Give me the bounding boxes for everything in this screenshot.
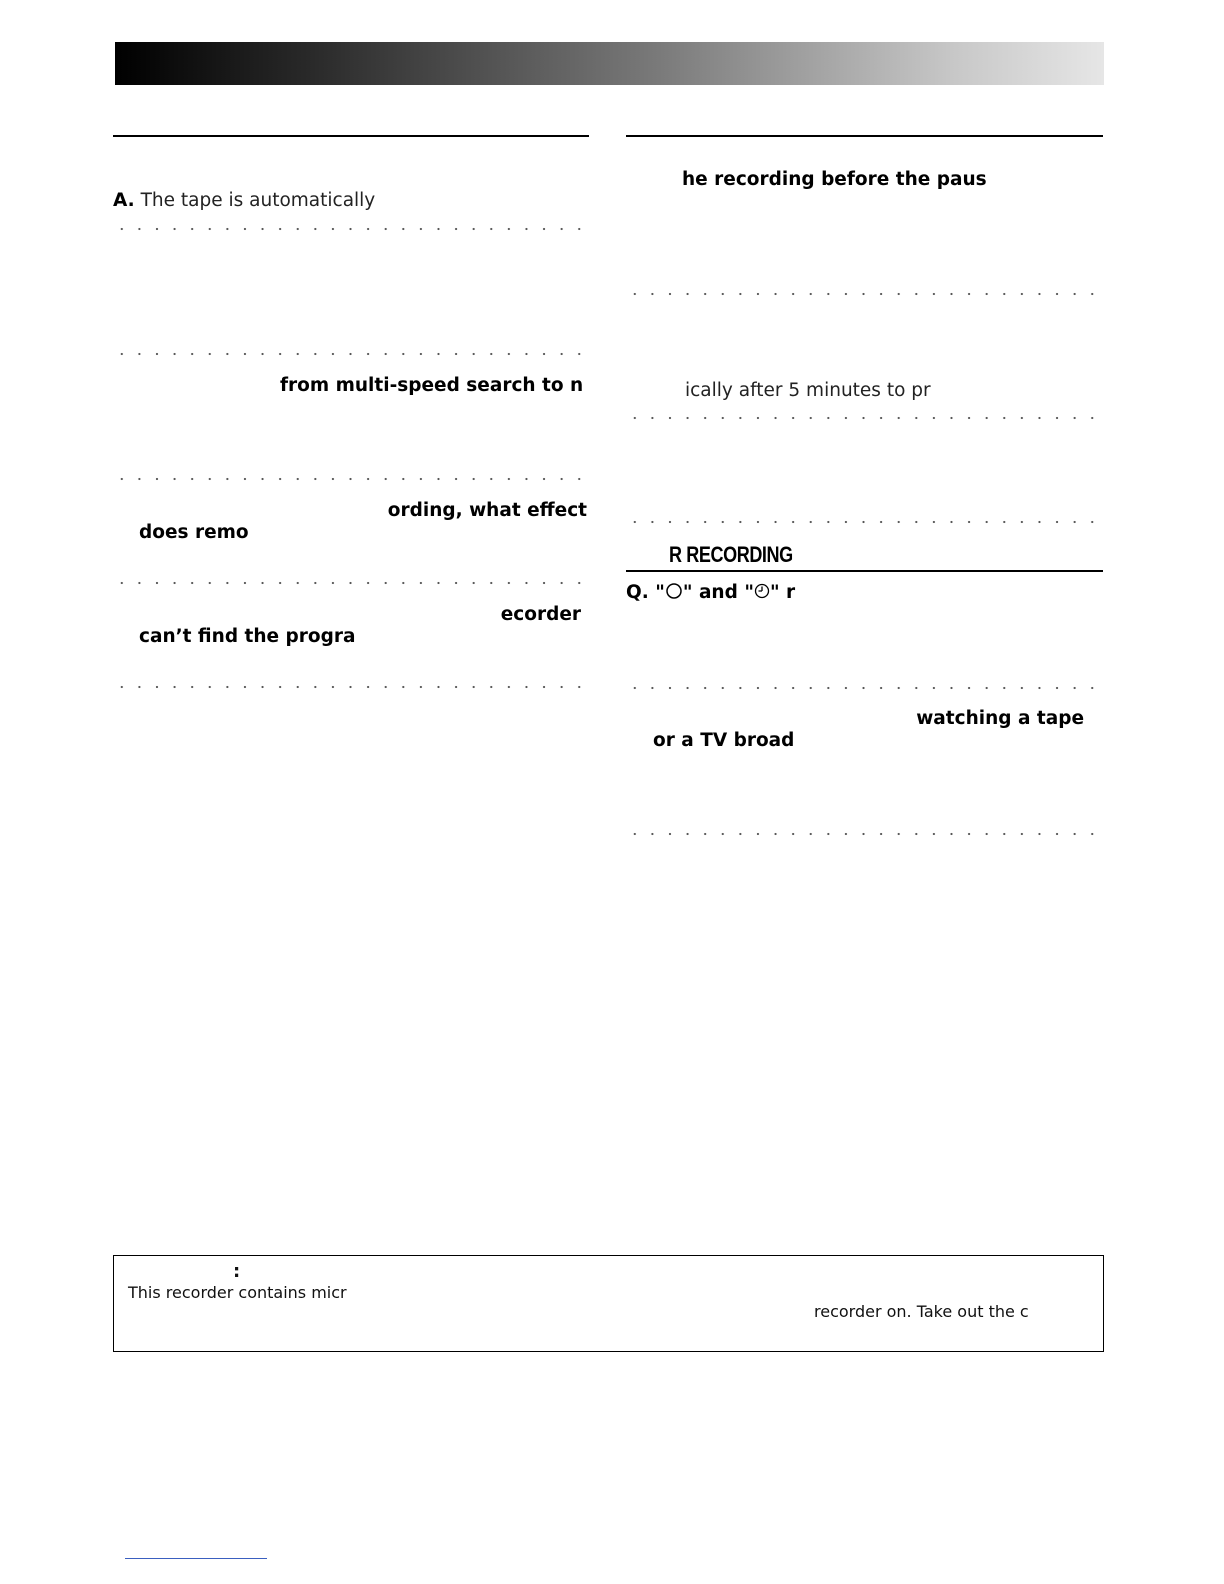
section-heading-rule xyxy=(626,570,1103,572)
right-q2-answer: ically after 5 minutes to pr xyxy=(685,380,931,401)
question-label: Q. xyxy=(626,582,649,603)
right-q4-question-line1: watching a tape xyxy=(916,708,1084,729)
dotted-separator xyxy=(113,351,589,357)
quote-close: " xyxy=(682,582,693,603)
dotted-separator xyxy=(626,685,1102,691)
left-q4-question-line2: can’t find the progra xyxy=(139,626,356,647)
quote-open: " xyxy=(655,582,665,603)
right-q4-question-line2: or a TV broad xyxy=(653,730,795,751)
dotted-separator xyxy=(113,580,589,586)
dotted-separator xyxy=(626,415,1102,421)
dotted-separator xyxy=(113,226,589,232)
dotted-separator xyxy=(626,831,1102,837)
left-q2-question: from multi-speed search to n xyxy=(280,375,584,396)
answer-text: The tape is automatically xyxy=(140,190,376,211)
question-fragment: r xyxy=(786,582,796,603)
clock-timer-icon xyxy=(754,582,770,600)
and-text: and xyxy=(698,582,738,603)
footer-link-underline xyxy=(125,1558,267,1559)
quote-close: " xyxy=(769,582,780,603)
left-q3-question-line1: ording, what effect xyxy=(387,500,587,521)
dotted-separator xyxy=(626,519,1102,525)
right-q1-question: he recording before the paus xyxy=(682,169,987,190)
right-column-top-rule xyxy=(626,135,1103,137)
section-heading: R RECORDING xyxy=(669,542,793,567)
left-q4-question-line1: ecorder xyxy=(500,604,581,625)
dotted-separator xyxy=(113,684,589,690)
left-q1-answer xyxy=(113,190,375,212)
quote-open: " xyxy=(744,582,754,603)
dotted-separator xyxy=(626,291,1102,297)
right-q3-question xyxy=(626,582,795,604)
circle-icon xyxy=(665,582,683,600)
dotted-separator xyxy=(113,476,589,482)
left-column-top-rule xyxy=(113,135,589,137)
note-line-2: recorder on. Take out the c xyxy=(814,1302,1029,1321)
note-heading: : xyxy=(233,1261,241,1282)
header-gradient-bar xyxy=(115,42,1104,85)
left-q3-question-line2: does remo xyxy=(139,522,249,543)
answer-label: A. xyxy=(113,190,135,211)
note-line-1: This recorder contains micr xyxy=(128,1283,347,1302)
